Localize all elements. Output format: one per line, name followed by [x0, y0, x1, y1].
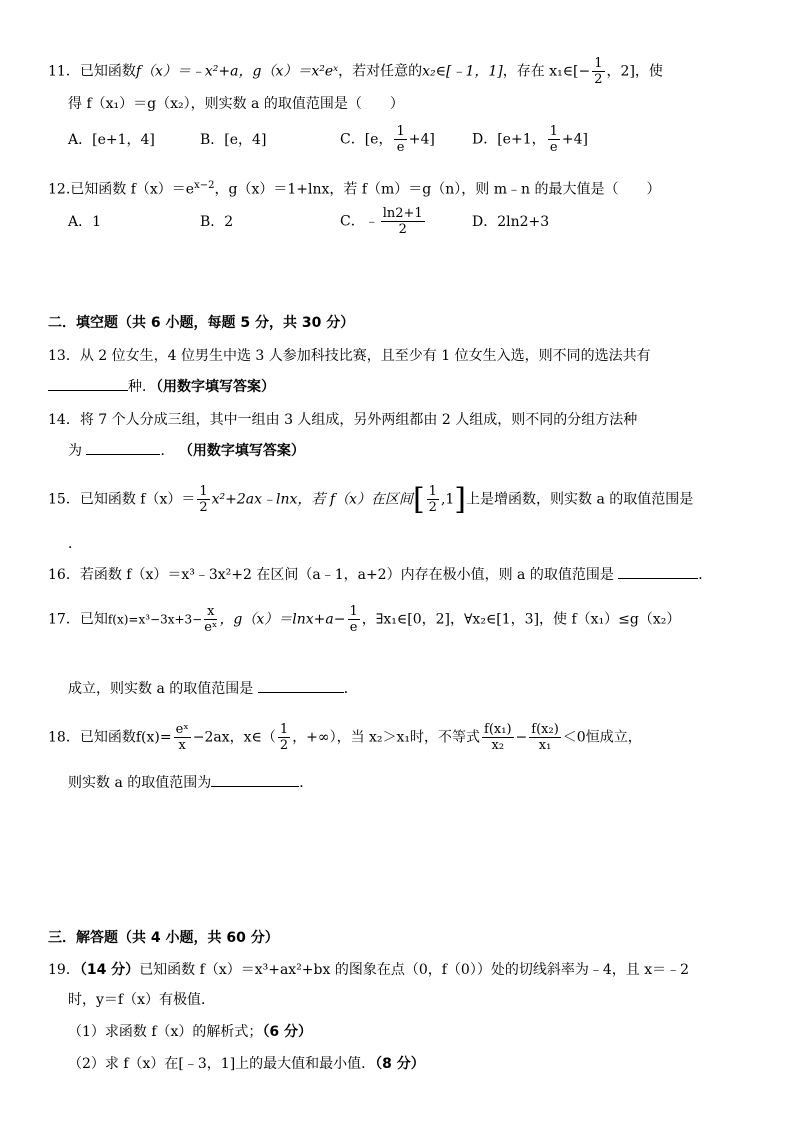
q13-line2-post: 种．: [128, 379, 156, 395]
q13-note: （用数字填写答案）: [156, 379, 275, 395]
q17-post: ，∃x₁∈[0，2]，∀x₂∈[1，3]，使 f（x₁）≤g（x₂）: [361, 611, 681, 628]
q11-line2: 得 f（x₁）＝g（x₂），则实数 a 的取值范围是（ ）: [68, 96, 404, 112]
q18-line2: [68, 772, 313, 793]
q18-line2-text: 则实数 a 的取值范围为: [68, 775, 212, 791]
q13-line2: [48, 376, 275, 397]
q11-function-def: f（x）＝﹣x²+a，g（x）＝x²eˣ: [135, 63, 339, 80]
q14-line2: [68, 440, 305, 461]
q16-answer-blank[interactable]: [618, 564, 698, 579]
q15-right-bracket: ]: [454, 481, 467, 517]
q15-line1: [48, 481, 694, 517]
q19-line2: 时，y＝f（x）有极值．: [68, 992, 215, 1008]
q18-dom-post: ，+∞），当 x₂＞x₁时，不等式: [292, 729, 481, 746]
q18-f-den: x: [178, 738, 186, 753]
q12-optc-pre: C．﹣: [340, 213, 379, 230]
q12-option-c: [340, 206, 427, 237]
q19-line1-text: 已知函数 f（x）＝x³+ax²+bx 的图象在点（0，f（0））处的切线斜率为﹣4，且 x＝﹣2: [139, 962, 690, 978]
q11-text-b: ，若对任意的: [338, 63, 423, 80]
q17-g-num: 1: [349, 604, 358, 619]
q12-optc-frac: [381, 206, 425, 237]
q12-exp-base: e: [185, 181, 195, 198]
q12-option-d: D．2ln2+3: [472, 214, 550, 230]
q12-exp-sup: x−2: [194, 180, 215, 191]
q14-answer-blank[interactable]: [86, 440, 160, 455]
q11-frac-den: 2: [594, 72, 603, 87]
q18-dom-num: 1: [279, 722, 289, 737]
q19-sub2: [68, 1054, 425, 1074]
q11-text-c: ，存在: [502, 63, 545, 80]
q15-mid: x²+2ax﹣lnx，若 f（x）在区间: [211, 491, 413, 508]
q14-note: （用数字填写答案）: [178, 443, 305, 459]
q11-frac-num: 1: [594, 56, 603, 71]
q19-sub1-score: （6 分）: [262, 1024, 313, 1040]
q17-frac-den: eˣ: [204, 620, 218, 635]
q16-post: ．: [698, 567, 713, 583]
q17-line2-post: ．: [343, 681, 358, 697]
q12-line1: [48, 176, 660, 200]
q11-x1-in: x₁∈[: [549, 63, 579, 80]
q11-line1: 11．已知函数f（x）＝﹣x²+a，g（x）＝x²eˣ，若对任意的x₂∈[﹣1，1]，存在 x₁∈[− $\frac{1}{2}$ ，2]，使: [48, 56, 663, 87]
q18-ineq-den2: x₁: [538, 738, 552, 753]
q19-sub2-score: （8 分）: [375, 1056, 425, 1072]
q18-ineq-den1: x₂: [491, 738, 505, 753]
q18-pre: 18．已知函数: [48, 729, 136, 746]
q18-line2-post: ．: [299, 775, 314, 791]
q11-optd-num: 1: [549, 124, 558, 139]
q15-int-den: 2: [428, 500, 437, 515]
q11-optc-post: +4]: [408, 131, 435, 148]
q11-fraction: [592, 56, 604, 87]
q15-int-num: 1: [428, 484, 437, 499]
q11-optd-pre: D．[e+1，: [472, 131, 546, 148]
q18-ineq-post: ＜0恒成立，: [562, 729, 642, 746]
q11-optc-den: e: [396, 140, 405, 155]
section3-title: 三．解答题（共 4 小题，共 60 分）: [48, 930, 279, 946]
q11-optd-post: +4]: [561, 131, 588, 148]
q18-dom-frac: [278, 722, 290, 753]
q17-g-frac: [348, 604, 360, 635]
q18-f-num: eˣ: [175, 722, 189, 737]
q12-optc-den: 2: [398, 222, 407, 237]
q17-mid: ，g（x）＝lnx+a−: [219, 611, 346, 628]
q17-f-def: f(x)=x³−3x+3−: [107, 612, 203, 627]
q18-answer-blank[interactable]: [211, 772, 299, 787]
q18-f-rest: −2ax，x∈（: [192, 729, 276, 746]
q18-dom-den: 2: [279, 738, 289, 753]
q18-ineq-frac2: [529, 722, 561, 753]
q11-optc-pre: C．[e，: [340, 131, 393, 148]
q17-g-den: e: [349, 620, 358, 635]
q14-line2-post: ．: [160, 443, 175, 459]
q12-text: 12.已知函数 f（x）＝: [48, 181, 186, 198]
q11-option-d: [472, 124, 588, 155]
q18-f-lhs: f(x)=: [135, 729, 172, 746]
q14-line1: 14．将 7 个人分成三组，其中一组由 3 人组成，另外两组都由 2 人组成，则不同的分组方法种: [48, 412, 638, 428]
q19-line1: [48, 960, 689, 980]
q14-line2-pre: 为: [68, 443, 82, 459]
q19-number: 19．: [48, 962, 80, 978]
q15-left-bracket: [: [412, 481, 425, 517]
q15-line2: ．: [68, 536, 82, 552]
q15-interval-frac: [427, 484, 439, 515]
q17-line2-text: 成立，则实数 a 的取值范围是: [68, 681, 254, 697]
q17-frac-num: x: [204, 604, 217, 620]
q18-ineq-num2: f(x₂): [531, 722, 559, 737]
q15-frac-den: 2: [199, 500, 208, 515]
q13-line1: 13．从 2 位女生，4 位男生中选 3 人参加科技比赛，且至少有 1 位女生入选，则不同的选法共有: [48, 348, 651, 364]
q19-sub2-text: （2）求 f（x）在[﹣3，1]上的最大值和最小值．: [68, 1056, 376, 1072]
section2-title: 二．填空题（共 6 小题，每题 5 分，共 30 分）: [48, 315, 355, 331]
q11-optd-frac: [548, 124, 560, 155]
q18-line1: 18．已知函数f(x)= $\frac{\text{eˣ}}{x}$ −2ax，x∈（ $\frac{1}{2}$ ，+∞），当 x₂＞x₁时，不等式 $\frac{\text{f(x₁)}}{\text{x₂}}$ − $\frac{\text{f(x₂)}}{\text{x₁}}$ ＜0恒成立，: [48, 722, 642, 753]
q12-option-b: B．2: [200, 214, 234, 230]
q11-optc-num: 1: [396, 124, 405, 139]
q19-score: （14 分）: [79, 962, 140, 978]
q16-text: 16．若函数 f（x）＝x³﹣3x²+2 在区间（a﹣1，a+2）内存在极小值，则 a 的取值范围是: [48, 567, 614, 583]
q11-optd-den: e: [549, 140, 558, 155]
q11-x2-range: x₂∈[﹣1，1]: [422, 63, 503, 80]
q15-int-post: ,1: [440, 491, 455, 508]
q19-sub1: [68, 1022, 312, 1042]
q18-ineq-frac1: [482, 722, 514, 753]
q15-frac-num: 1: [199, 484, 208, 499]
q17-answer-blank[interactable]: [258, 678, 344, 693]
q19-sub1-text: （1）求函数 f（x）的解析式；: [68, 1024, 263, 1040]
q17-line1: [48, 604, 680, 635]
q12-text-b: ，g（x）＝1+lnx，若 f（m）＝g（n），则 m﹣n 的最大值是（ ）: [214, 181, 661, 198]
q15-frac: [197, 484, 209, 515]
q18-ineq-num1: f(x₁): [484, 722, 512, 737]
q13-answer-blank[interactable]: [48, 376, 128, 391]
q17-line2: [68, 678, 358, 699]
q18-f-frac: [174, 722, 191, 753]
q15-pre: 15．已知函数 f（x）＝: [48, 491, 196, 508]
q15-post: 上是增函数，则实数 a 的取值范围是: [466, 491, 694, 508]
q11-optc-frac: [394, 124, 406, 155]
q17-frac: [204, 604, 217, 635]
q11-option-c: [340, 124, 435, 155]
q11-text-d: ，2]，使: [606, 63, 663, 80]
q11-option-b: B．[e，4]: [200, 132, 267, 148]
q12-option-a: A．1: [68, 214, 102, 230]
q11-text: 11．已知函数: [48, 63, 136, 80]
q17-pre: 17．已知: [48, 611, 108, 628]
q16-line: [48, 564, 712, 585]
q11-option-a: A．[e+1，4]: [68, 132, 155, 148]
q12-optc-num: ln2+1: [382, 206, 423, 221]
